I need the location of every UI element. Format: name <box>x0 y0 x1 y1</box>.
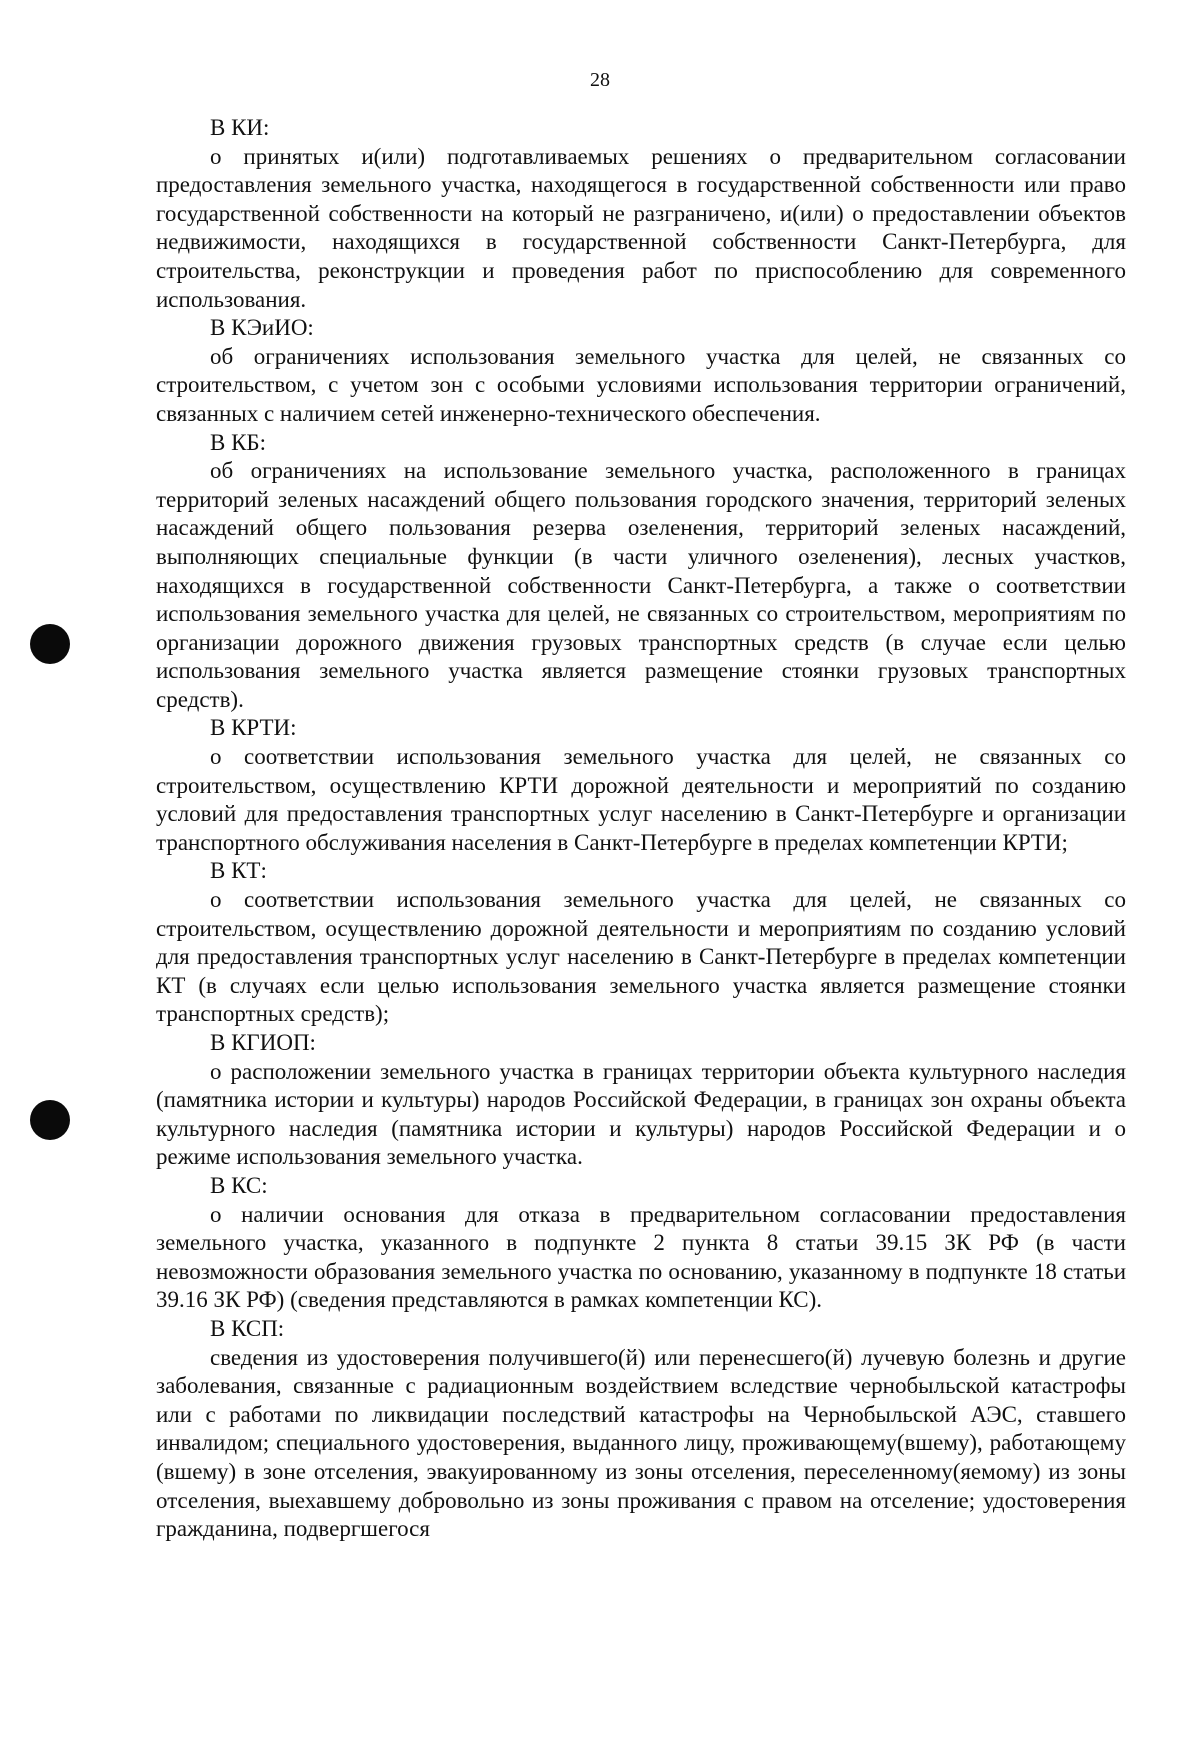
punch-hole-mark <box>30 624 70 664</box>
section-heading: В КСП: <box>210 1315 285 1341</box>
section-keiio <box>156 314 1126 428</box>
section-paragraph: о расположении земельного участка в границах территории объекта культурного наследия (памятника истории и культуры) народов Российской Федерации, в границах зон охраны объекта культурного наследия (памятника истории и культуры) народов Российской Федерации и о режиме использования земельного участка. <box>156 1058 1126 1170</box>
section-paragraph: о соответствии использования земельного участка для целей, не связанных со строительством, осуществлению КРТИ дорожной деятельности и мероприятий по созданию условий для предоставления транспортных услуг населению в Санкт-Петербурге и организации транспортного обслуживания населения в Санкт-Петербурге в пределах компетенции КРТИ; <box>156 744 1126 855</box>
section-ki <box>156 114 1126 314</box>
section-paragraph: о принятых и(или) подготавливаемых решениях о предварительном согласовании предоставления земельного участка, находящегося в государственной собственности или право государственной собственности на который не разграничено, и(или) о предоставлении объектов недвижимости, находящихся в государственной собственности Санкт-Петербурга, для строительства, реконструкции и проведения работ по приспособлению для современного использования. <box>156 143 1126 312</box>
section-heading: В КРТИ: <box>210 715 297 741</box>
section-paragraph: о наличии основания для отказа в предварительном согласовании предоставления земельного участка, указанного в подпункте 2 пункта 8 статьи 39.15 ЗК РФ (в части невозможности образования земельного участка по основанию, указанному в подпункте 18 статьи 39.16 ЗК РФ) (сведения представляются в рамках компетенции КС). <box>156 1201 1126 1313</box>
section-paragraph: о соответствии использования земельного участка для целей, не связанных со строительством, осуществлению дорожной деятельности и мероприятиям по созданию условий для предоставления транспортных услуг населению в Санкт-Петербурге в пределах компетенции КТ (в случаях если целью использования земельного участка является размещение стоянки транспортных средств); <box>156 887 1126 1027</box>
section-paragraph: об ограничениях на использование земельного участка, расположенного в границах территорий зеленых насаждений общего пользования городского значения, территорий зеленых насаждений общего пользования резерва озеленения, территорий зеленых насаждений, выполняющих специальные функции (в части уличного озеленения), лесных участков, находящихся в государственной собственности Санкт-Петербурга, а также о соответствии использования земельного участка для целей, не связанных со строительством, мероприятиям по организации дорожного движения грузовых транспортных средств (в случае если целью использования земельного участка является размещение стоянки грузовых транспортных средств). <box>156 458 1126 712</box>
section-heading: В КТ: <box>210 858 267 884</box>
section-kb <box>156 429 1126 715</box>
section-heading: В КИ: <box>210 115 270 140</box>
document-body <box>156 114 1126 1544</box>
section-kt <box>156 857 1126 1029</box>
section-heading: В КБ: <box>210 429 267 455</box>
section-ks <box>156 1172 1126 1315</box>
section-heading: В КС: <box>210 1172 268 1198</box>
section-kgiop <box>156 1029 1126 1172</box>
section-paragraph: об ограничениях использования земельного участка для целей, не связанных со строительством, с учетом зон с особыми условиями использования территории ограничений, связанных с наличием сетей инженерно-технического обеспечения. <box>156 343 1126 426</box>
punch-hole-mark <box>30 1100 70 1140</box>
section-krti <box>156 714 1126 857</box>
section-ksp <box>156 1315 1126 1544</box>
section-paragraph: сведения из удостоверения получившего(й) или перенесшего(й) лучевую болезнь и другие заболевания, связанные с радиационным воздействием вследствие чернобыльской катастрофы или с работами по ликвидации последствий катастрофы на Чернобыльской АЭС, ставшего инвалидом; специального удостоверения, выданного лицу, проживающему(вшему), работающему (вшему) в зоне отселения, эвакуированному из зоны отселения, переселенному(яемому) из зоны отселения, выехавшему добровольно из зоны проживания с правом на отселение; удостоверения гражданина, подвергшегося <box>156 1344 1126 1542</box>
page-number: 28 <box>590 69 610 91</box>
section-heading: В КГИОП: <box>210 1030 316 1055</box>
section-heading: В КЭиИО: <box>210 315 314 341</box>
